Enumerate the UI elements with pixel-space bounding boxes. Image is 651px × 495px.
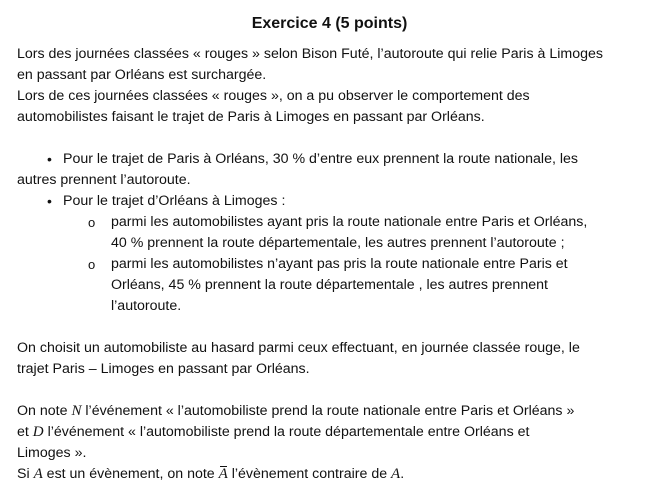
event-n-symbol: N bbox=[71, 403, 82, 419]
spacer bbox=[17, 317, 642, 338]
exercise-title: Exercice 4 (5 points) bbox=[251, 15, 408, 32]
intro-line-3: Lors de ces journées classées « rouges », on a pu observer le comportement des bbox=[17, 88, 530, 104]
text-segment: On note bbox=[17, 403, 72, 419]
notation-line-1 bbox=[17, 401, 642, 422]
sub-1-line-1: parmi les automobilistes ayant pris la route nationale entre Paris et Orléans, bbox=[111, 214, 588, 230]
event-a-symbol: A bbox=[33, 466, 43, 482]
event-d-symbol: D bbox=[32, 424, 44, 440]
exercise-page bbox=[17, 0, 642, 485]
intro-line-1: Lors des journées classées « rouges » selon Bison Futé, l’autoroute qui relie Paris à Limoges bbox=[17, 46, 603, 62]
notation-line-4 bbox=[17, 464, 642, 485]
event-a-symbol: A bbox=[391, 466, 401, 482]
sub-1-line-2: 40 % prennent la route départementale, les autres prennent l’autoroute ; bbox=[111, 235, 565, 251]
sub-item-not-national bbox=[17, 254, 642, 317]
choice-line-2: trajet Paris – Limoges en passant par Orléans. bbox=[17, 361, 310, 377]
circle-bullet-icon: o bbox=[88, 257, 96, 272]
text-segment: l’événement « l’automobiliste prend la route nationale entre Paris et Orléans » bbox=[81, 403, 575, 419]
bullet-item-paris-orleans bbox=[17, 149, 642, 191]
text-segment: l’événement « l’automobiliste prend la route départementale entre Orléans et bbox=[43, 424, 530, 440]
text-segment: est un évènement, on note bbox=[42, 466, 219, 482]
intro-line-4: automobilistes faisant le trajet de Paris à Limoges en passant par Orléans. bbox=[17, 109, 485, 125]
spacer bbox=[17, 128, 642, 149]
sub-2-line-3: l’autoroute. bbox=[111, 298, 182, 314]
sub-2-line-1: parmi les automobilistes n’ayant pas pris la route nationale entre Paris et bbox=[111, 256, 568, 272]
text-segment: Si bbox=[17, 466, 34, 482]
notation-line-2 bbox=[17, 422, 642, 443]
bullet-icon: • bbox=[47, 193, 52, 209]
notation-line-3: Limoges ». bbox=[17, 445, 87, 461]
bullet-icon: • bbox=[47, 151, 52, 167]
text-segment: et bbox=[17, 424, 33, 440]
text-segment: . bbox=[400, 466, 405, 482]
sub-2-line-2: Orléans, 45 % prennent la route départementale , les autres prennent bbox=[111, 277, 548, 293]
bullet-1-line-1: Pour le trajet de Paris à Orléans, 30 % d’entre eux prennent la route nationale, les bbox=[63, 151, 578, 167]
sub-item-national bbox=[17, 212, 642, 254]
circle-bullet-icon: o bbox=[88, 215, 96, 230]
spacer bbox=[17, 380, 642, 401]
intro-paragraph bbox=[17, 44, 642, 128]
bullet-2-text: Pour le trajet d’Orléans à Limoges : bbox=[63, 193, 286, 209]
bullet-1-line-2: autres prennent l’autoroute. bbox=[17, 172, 191, 188]
event-a-bar-symbol: A bbox=[219, 464, 228, 485]
choice-paragraph bbox=[17, 338, 642, 380]
choice-line-1: On choisit un automobiliste au hasard parmi ceux effectuant, en journée classée rouge, le bbox=[17, 340, 580, 356]
text-segment: l’évènement contraire de bbox=[227, 466, 392, 482]
intro-line-2: en passant par Orléans est surchargée. bbox=[17, 67, 267, 83]
notation-paragraph bbox=[17, 401, 642, 485]
bullet-item-orleans-limoges bbox=[17, 191, 642, 212]
